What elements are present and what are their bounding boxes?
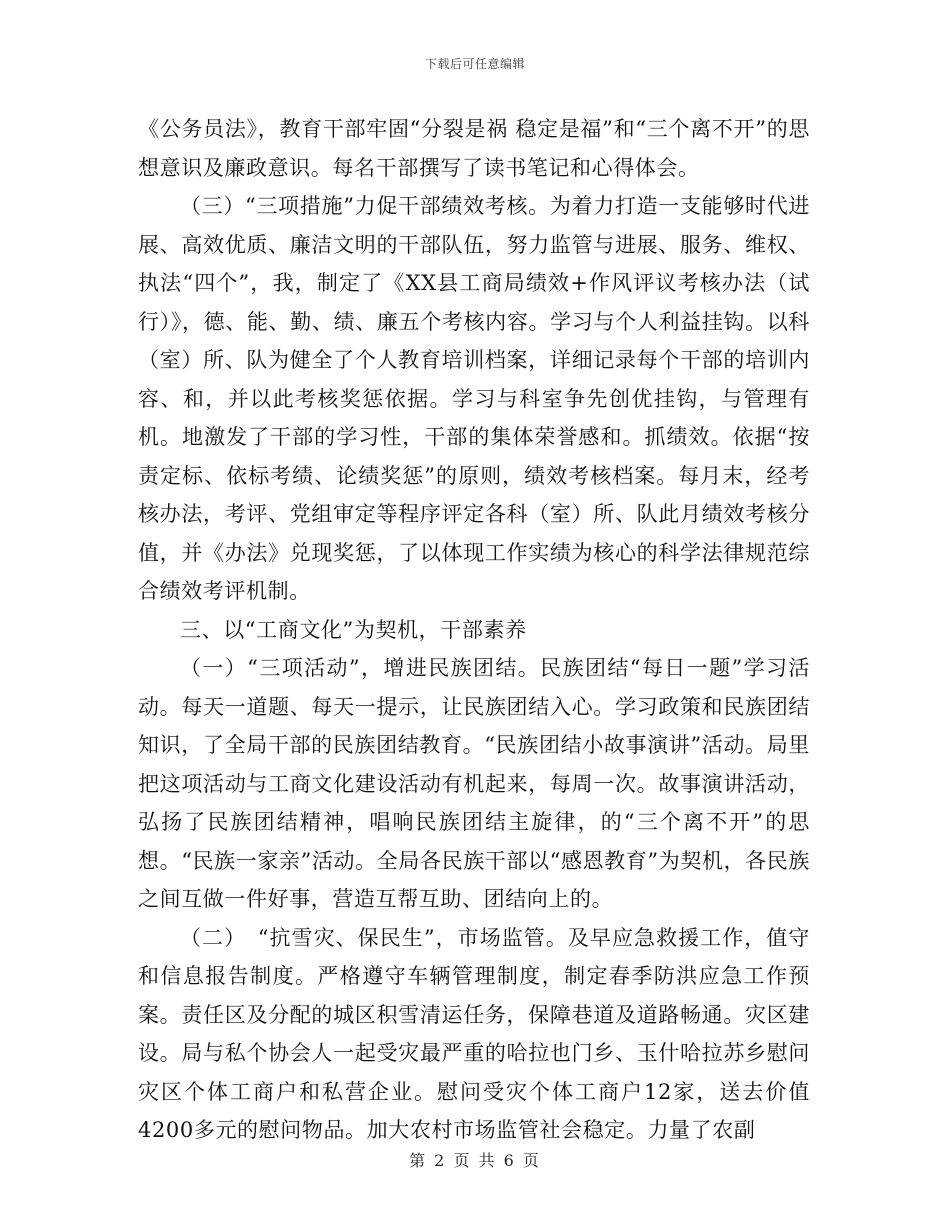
paragraph-1: 《公务员法》，教育干部牢固“分裂是祸 稳定是福”和“三个离不开”的思想意识及廉政意识。每名干部撰写了读书笔记和心得体会。 [138, 117, 810, 180]
page-number: 第 2 页 共 6 页 [409, 1151, 541, 1170]
paragraph-3: （一）“三项活动”，增进民族团结。民族团结“每日一题”学习活动。每天一道题、每天一提示，让民族团结入心。学习政策和民族团结知识，了全局干部的民族团结教育。“民族团结小故事演讲”活动。局里把这项活动与工商文化建设活动有机起来，每周一次。故事演讲活动，弘扬了民族团结精神，唱响民族团结主旋律，的“三个离不开”的思想。“民族一家亲”活动。全局各民族干部以“感恩教育”为契机，各民族之间互做一件好事，营造互帮互助、团结向上的。 [138, 656, 810, 911]
section-heading: 三、以“工商文化”为契机，干部素养 [180, 617, 527, 642]
page-header: 下载后可任意编辑 [424, 57, 525, 71]
document-body [138, 110, 810, 1150]
paragraph-4: （二） “抗雪灾、保民生”，市场监管。及早应急救援工作，值守和信息报告制度。严格遵守车辆管理制度，制定春季防洪应急工作预案。责任区及分配的城区积雪清运任务，保障巷道及道路畅通。灾区建设。局与私个协会人一起受灾最严重的哈拉也门乡、玉什哈拉苏乡慰问灾区个体工商户和私营企业。慰问受灾个体工商户12家，送去价值4200多元的慰问物品。加大农村市场监管社会稳定。力量了农副 [138, 925, 810, 1142]
paragraph-2: （三）“三项措施”力促干部绩效考核。为着力打造一支能够时代进展、高效优质、廉洁文明的干部队伍，努力监管与进展、服务、维权、执法“四个”，我，制定了《XX县工商局绩效+作风评议考核办法（试行）》，德、能、勤、绩、廉五个考核内容。学习与个人利益挂钩。以科（室）所、队为健全了个人教育培训档案，详细记录每个干部的培训内容、和，并以此考核奖惩依据。学习与科室争先创优挂钩，与管理有机。地激发了干部的学习性，干部的集体荣誉感和。抓绩效。依据“按责定标、依标考绩、论绩奖惩”的原则，绩效考核档案。每月末，经考核办法，考评、党组审定等程序评定各科（室）所、队此月绩效考核分值，并《办法》兑现奖惩，了以体现工作实绩为核心的科学法律规范综合绩效考评机制。 [138, 194, 810, 603]
